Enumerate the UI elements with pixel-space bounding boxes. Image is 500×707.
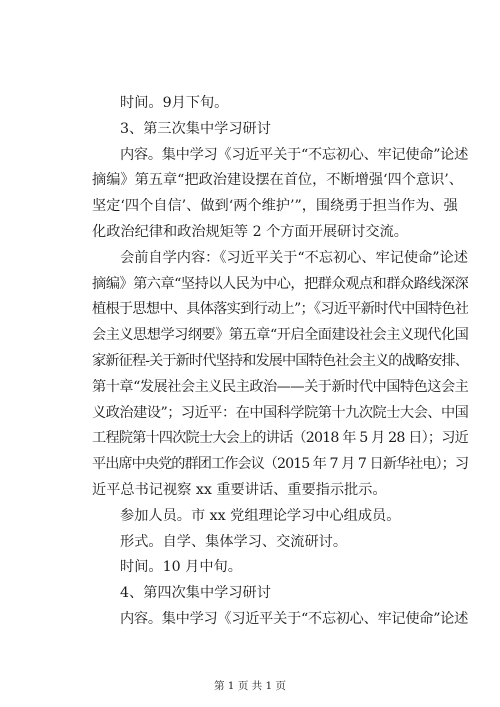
document-line: 家新征程-关于新时代坚持和发展中国特色社会主义的战略安排、 <box>92 352 468 369</box>
document-line: 内容。集中学习《习近平关于“不忘初心、牢记使命”论述 <box>120 146 468 163</box>
document-line: 坚定‘四个自信’、做到‘两个维护’”，围绕勇于担当作为、强 <box>92 198 458 215</box>
page-footer: 第 1 页 共 1 页 <box>213 680 287 692</box>
document-line: 第十章“发展社会主义民主政治——关于新时代中国特色这会主 <box>92 378 468 395</box>
document-line: 时间。10 月中旬。 <box>120 559 242 576</box>
document-line: 摘编》第六章“坚持以人民为中心，把群众观点和群众路线深深 <box>92 275 468 292</box>
document-line: 近平总书记视察 xx 重要讲话、重要指示批示。 <box>92 481 387 498</box>
document-line: 3、第三次集中学习研讨 <box>120 120 271 137</box>
document-line: 4、第四次集中学习研讨 <box>120 585 271 602</box>
document-line: 植根于思想中、具体落实到行动上”；《习近平新时代中国特色社 <box>92 301 468 318</box>
document-line: 义政治建设”；习近平：在中国科学院第十九次院士大会、中国 <box>92 404 468 421</box>
document-line: 会主义思想学习纲要》第五章“开启全面建设社会主义现代化国 <box>92 327 468 344</box>
document-line: 会前自学内容：《习近平关于“不忘初心、牢记使命”论述 <box>120 249 468 266</box>
document-body <box>92 91 468 633</box>
document-line: 摘编》第五章“把政治建设摆在首位，不断增强‘四个意识’、 <box>92 172 463 189</box>
document-line: 形式。自学、集体学习、交流研讨。 <box>120 533 348 550</box>
document-line: 内容。集中学习《习近平关于“不忘初心、牢记使命”论述 <box>120 610 468 627</box>
document-line: 工程院第十四次院士大会上的讲话（2018 年 5 月 28 日）；习近 <box>92 430 468 447</box>
document-line: 平出席中央党的群团工作会议（2015 年 7 月 7 日新华社电）；习 <box>92 456 468 473</box>
document-line: 参加人员。市 xx 党组理论学习中心组成员。 <box>120 507 401 524</box>
document-line: 时间。9月下旬。 <box>120 95 229 111</box>
document-line: 化政治纪律和政治规矩等 2 个方面开展研讨交流。 <box>92 223 408 240</box>
